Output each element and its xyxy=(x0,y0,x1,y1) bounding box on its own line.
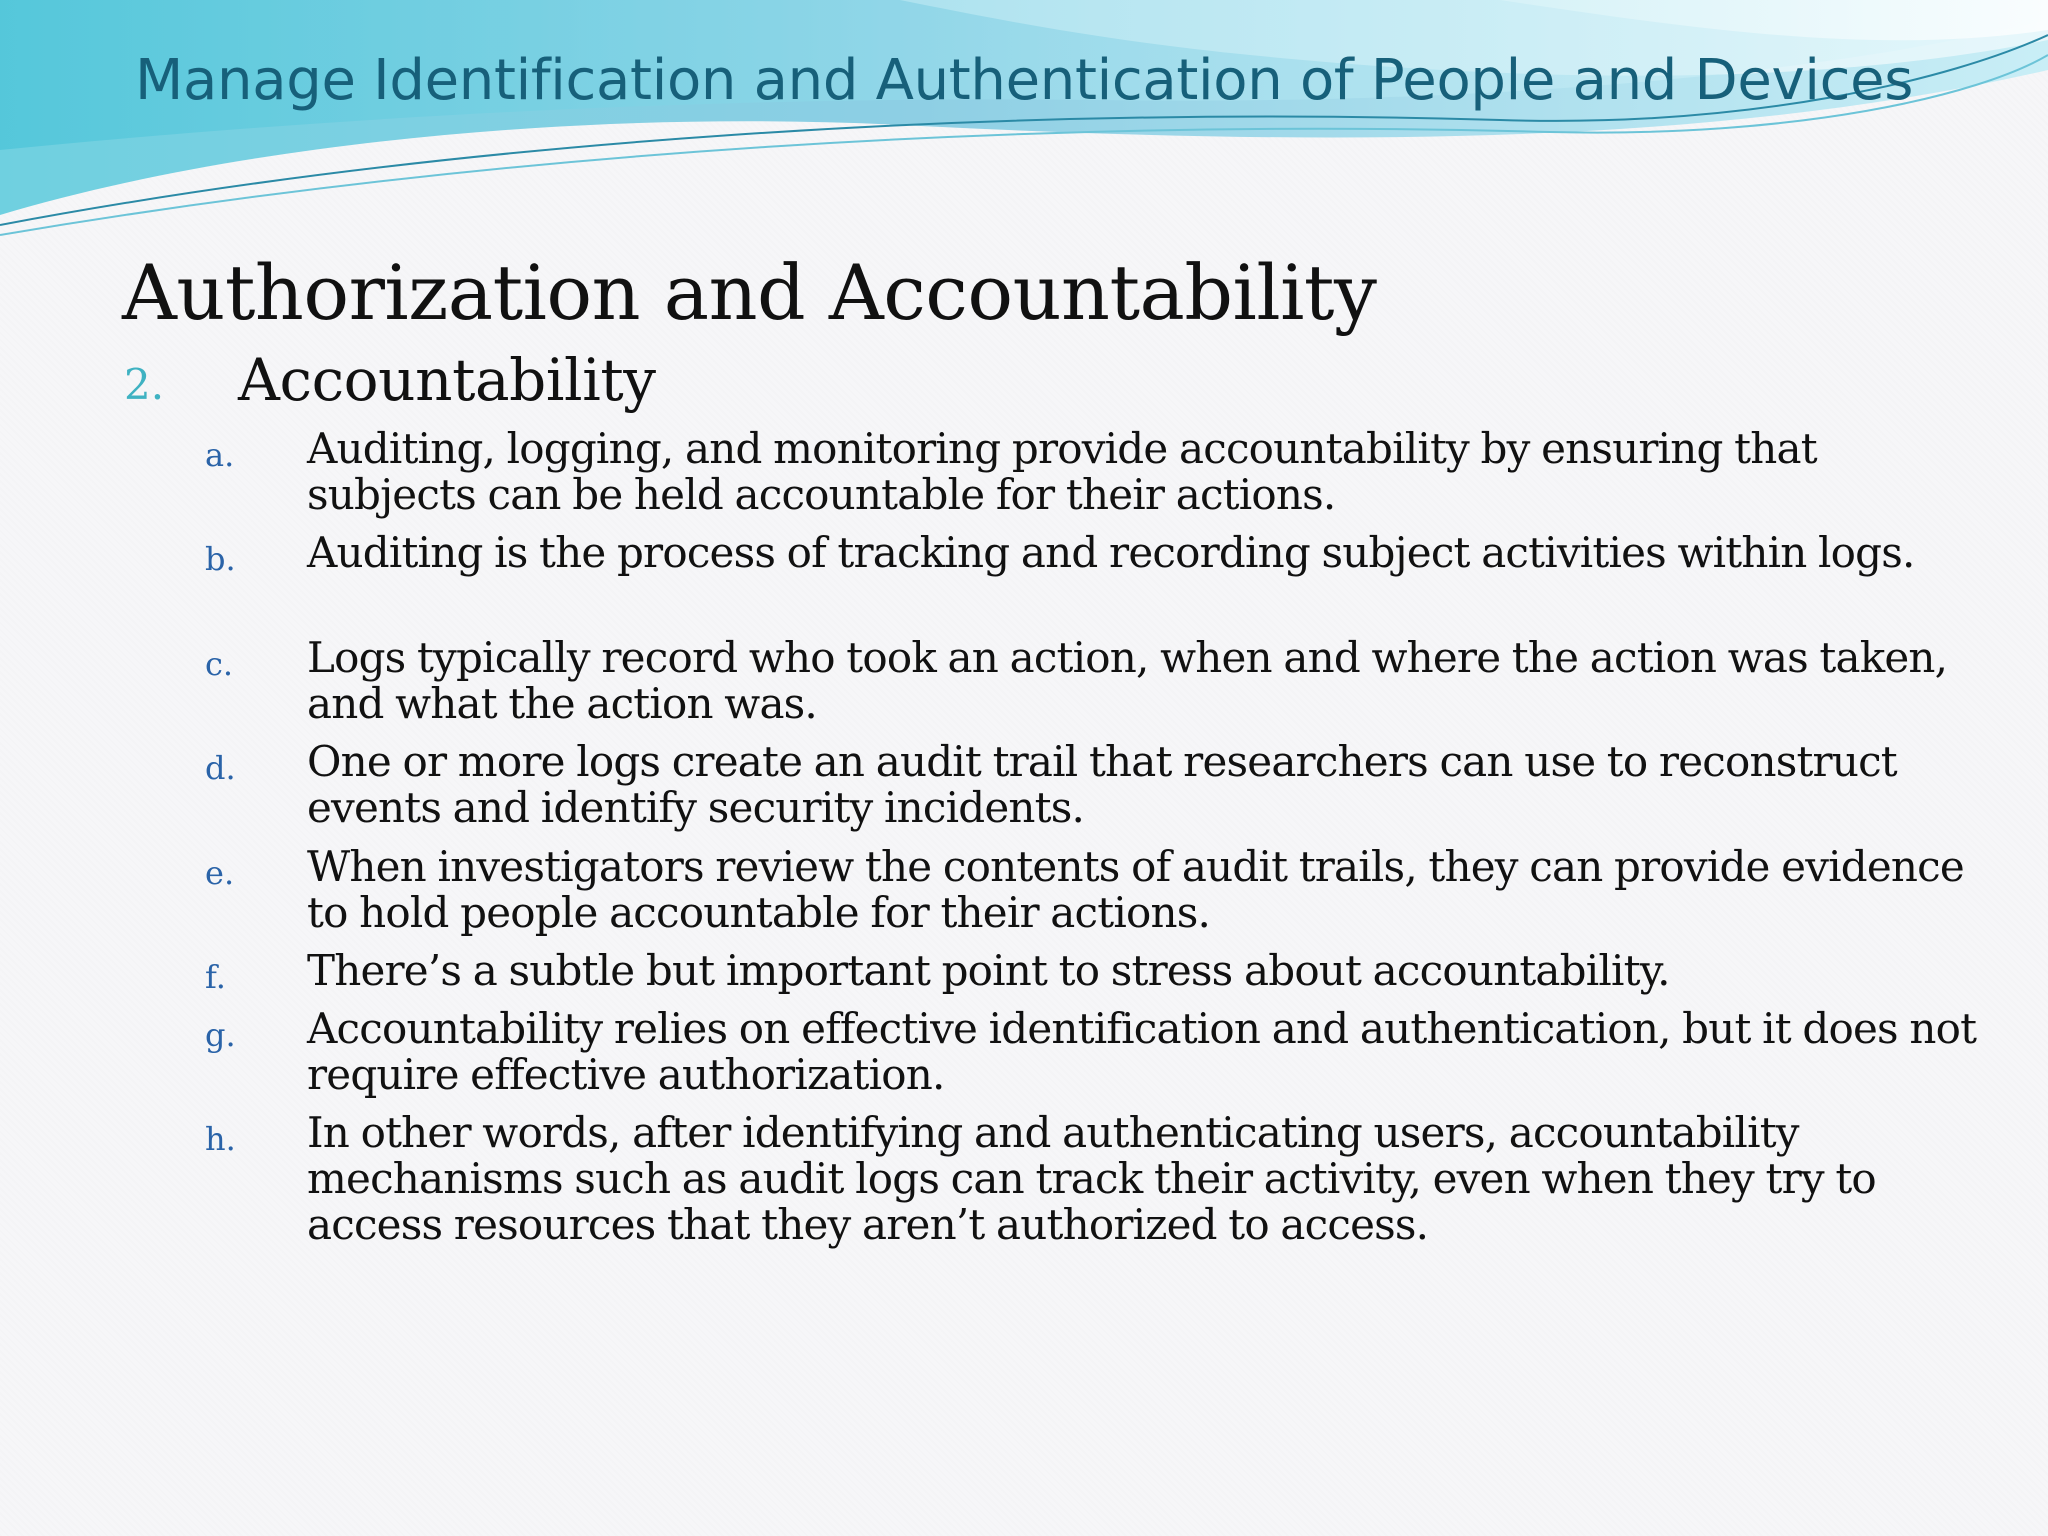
list-item-letter: e. xyxy=(205,854,235,892)
list-item-text: One or more logs create an audit trail that researchers can use to reconstruct events and identify security incidents. xyxy=(307,737,1897,832)
list-item-letter: a. xyxy=(205,436,235,474)
list-item-text: Auditing is the process of tracking and recording subject activities within logs. xyxy=(307,528,1915,577)
list-item-text: Logs typically record who took an action, when and where the action was taken, and what the action was. xyxy=(307,633,1948,728)
list-item-text: In other words, after identifying and authenticating users, accountability mechanisms such as audit logs can track their activity, even when they try to access resources that they aren’t authorized to access. xyxy=(307,1108,1876,1249)
list-item-text: When investigators review the contents of audit trails, they can provide evidence to hold people accountable for their actions. xyxy=(307,842,1964,937)
list-item-letter: d. xyxy=(205,749,236,787)
list-item-text: Auditing, logging, and monitoring provide accountability by ensuring that subjects can be held accountable for their actions. xyxy=(307,424,1817,519)
list-item-text: There’s a subtle but important point to stress about accountability. xyxy=(307,946,1670,995)
list-item-letter: f. xyxy=(205,958,226,996)
list-item-letter: h. xyxy=(205,1120,236,1158)
list-item-letter: g. xyxy=(205,1016,236,1054)
list-item-letter: c. xyxy=(205,645,234,683)
list-item-text: Accountability relies on effective identification and authentication, but it does not require effective authorization. xyxy=(307,1004,1977,1099)
list-item-letter: b. xyxy=(205,540,236,578)
section-item xyxy=(122,346,1922,414)
slide-title: Manage Identification and Authentication of People and Devices xyxy=(135,48,1914,113)
slide-heading: Authorization and Accountability xyxy=(122,248,1377,337)
section-label: Accountability xyxy=(238,346,656,414)
section-number: 2. xyxy=(124,360,165,409)
header-wave-banner xyxy=(0,0,2048,240)
